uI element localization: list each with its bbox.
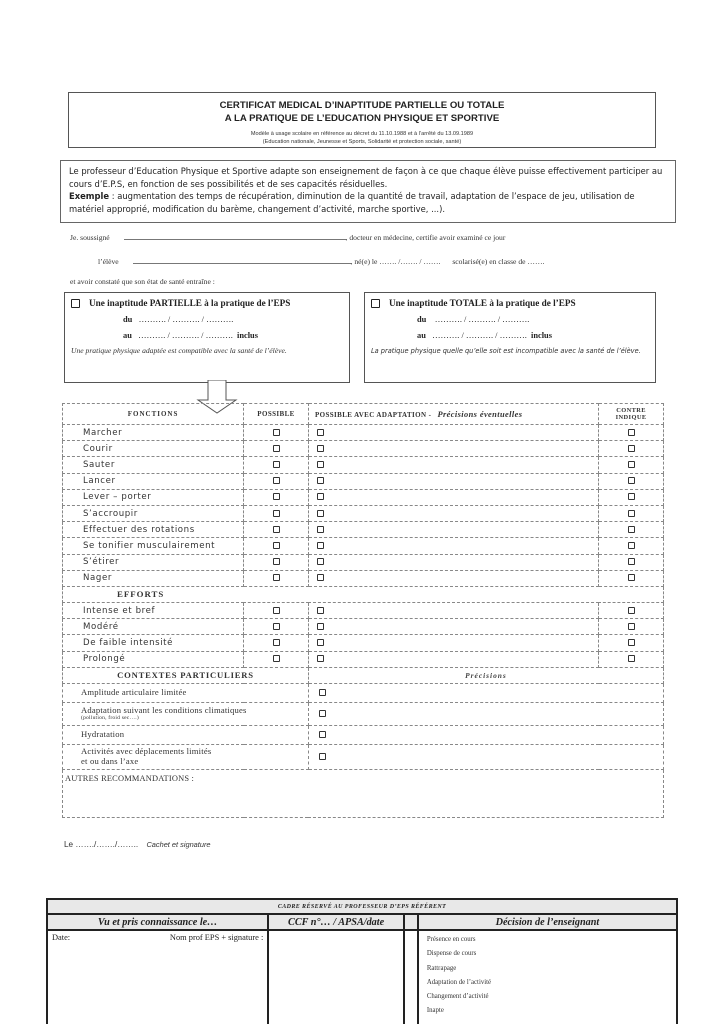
- row-label: Activités avec déplacements limités et ou dans l’axe: [63, 745, 309, 770]
- contre-indique-checkbox[interactable]: [628, 477, 635, 484]
- doctor-line-suffix: , docteur en médecine, certifie avoir examiné ce jour: [345, 233, 506, 242]
- aptitude-table: [62, 403, 664, 818]
- totale-du-date[interactable]: ………. / ………. / ……….: [434, 315, 530, 324]
- header-adaptation: POSSIBLE AVEC ADAPTATION - Précisions éventuelles: [308, 404, 598, 425]
- decision-item[interactable]: Présence en cours: [426, 936, 476, 943]
- header-precisions-eventuelles: Précisions éventuelles: [437, 409, 523, 419]
- signature-date[interactable]: Le ……./……./……..: [64, 840, 139, 849]
- table-row: [63, 619, 664, 635]
- title-line-2: A LA PRATIQUE DE L’EDUCATION PHYSIQUE ET SPORTIVE: [224, 113, 500, 124]
- autres-row: [63, 770, 664, 818]
- class-field[interactable]: scolarisé(e) en classe de …….: [452, 257, 545, 266]
- contre-indique-checkbox[interactable]: [628, 639, 635, 646]
- contre-indique-checkbox[interactable]: [628, 429, 635, 436]
- header-contre-indique: CONTRE INDIQUE: [599, 404, 664, 425]
- contre-indique-checkbox[interactable]: [628, 461, 635, 468]
- adaptation-checkbox[interactable]: [317, 623, 324, 630]
- table-row: [63, 473, 664, 489]
- title-line-1: CERTIFICAT MEDICAL D’INAPTITUDE PARTIELLE OU TOTALE: [219, 100, 505, 111]
- decision-cell: [418, 930, 677, 1024]
- table-row: [63, 651, 664, 667]
- precisions-label: Précisions: [308, 667, 663, 683]
- nom-prof-label: Nom prof EPS + signature :: [169, 933, 264, 942]
- totale-au-label: au: [417, 331, 426, 340]
- partielle-checkbox[interactable]: [71, 299, 80, 308]
- partielle-note: Une pratique physique adaptée est compatible avec la santé de l’élève.: [71, 346, 287, 355]
- row-label: Se tonifier musculairement: [63, 538, 244, 554]
- signature-line: [64, 840, 211, 849]
- table-row: [63, 745, 664, 770]
- row-label: Modéré: [63, 619, 244, 635]
- referent-table: [46, 898, 678, 1024]
- table-row: [63, 457, 664, 473]
- date-label: Date:: [52, 933, 71, 942]
- row-label: S’étirer: [63, 554, 244, 570]
- possible-checkbox[interactable]: [273, 526, 280, 533]
- possible-checkbox[interactable]: [273, 510, 280, 517]
- totale-inclus: inclus: [531, 331, 552, 340]
- table-header-row: [63, 404, 664, 425]
- contre-indique-checkbox[interactable]: [628, 655, 635, 662]
- row-sublabel: (pollution, froid sec….): [81, 715, 139, 722]
- doctor-line-prefix: Je. soussigné: [70, 233, 110, 242]
- totale-note: La pratique physique quelle qu’elle soit est incompatible avec la santé de l’élève.: [371, 347, 641, 355]
- decision-item[interactable]: Changement d’activité: [426, 993, 489, 1001]
- autres-recommandations[interactable]: AUTRES RECOMMANDATIONS :: [63, 770, 664, 818]
- table-row: [63, 703, 664, 726]
- possible-checkbox[interactable]: [273, 461, 280, 468]
- adaptation-checkbox[interactable]: [317, 542, 324, 549]
- row-label: De faible intensité: [63, 635, 244, 651]
- cachet-label: Cachet et signature: [146, 840, 211, 849]
- certificate-title-box: [68, 92, 656, 148]
- header-possible: POSSIBLE: [244, 404, 309, 425]
- totale-au-date[interactable]: ………. / ………. / ……….: [432, 331, 527, 340]
- row-label: Nager: [63, 570, 244, 586]
- example-text: : augmentation des temps de récupération, diminution de la quantité de travail, adaptation de l’espace de jeu, utilisation de matériel approprié, modification du barème, changement d’activité, marche sportive, ...).: [69, 191, 635, 214]
- contexte-checkbox[interactable]: [319, 710, 326, 717]
- table-row: [63, 603, 664, 619]
- partielle-au-date[interactable]: ………. / ………. / ……….: [138, 331, 233, 340]
- row-label: Lever – porter: [63, 489, 244, 505]
- contre-indique-checkbox[interactable]: [628, 542, 635, 549]
- col-spacer: [404, 914, 418, 930]
- row-label: Effectuer des rotations: [63, 522, 244, 538]
- row-label: Courir: [63, 441, 244, 457]
- spacer-cell: [404, 930, 418, 1024]
- possible-checkbox[interactable]: [273, 493, 280, 500]
- adaptation-checkbox[interactable]: [317, 526, 324, 533]
- student-line: [98, 256, 544, 266]
- row-label: Intense et bref: [63, 603, 244, 619]
- possible-checkbox[interactable]: [273, 655, 280, 662]
- ccf-cell[interactable]: [268, 930, 404, 1024]
- info-box: [60, 160, 676, 223]
- efforts-title: EFFORTS: [63, 586, 664, 602]
- adaptation-checkbox[interactable]: [317, 655, 324, 662]
- row-label: Marcher: [63, 425, 244, 441]
- totale-du-label: du: [417, 315, 427, 324]
- adaptation-checkbox[interactable]: [317, 558, 324, 565]
- totale-title: Une inaptitude TOTALE à la pratique de l’EPS: [389, 298, 576, 308]
- possible-checkbox[interactable]: [273, 639, 280, 646]
- totale-box: [364, 292, 656, 383]
- contre-indique-checkbox[interactable]: [628, 623, 635, 630]
- partielle-title: Une inaptitude PARTIELLE à la pratique de l’EPS: [89, 298, 291, 308]
- col-ccf-header: CCF n°… / APSA/date: [268, 914, 404, 930]
- efforts-section-row: [63, 586, 664, 602]
- birthdate-field[interactable]: , né(e) le ……. /……. / …….: [350, 257, 441, 266]
- row-label: Amplitude articulaire limitée: [63, 684, 309, 703]
- partielle-box: [64, 292, 350, 383]
- possible-checkbox[interactable]: [273, 477, 280, 484]
- decision-item[interactable]: Dispense de cours: [426, 950, 477, 958]
- info-paragraph: Le professeur d’Education Physique et Sportive adapte son enseignement de façon à ce que chaque élève puisse effectivement participer au cours d’E.P.S, en fonction de ses possibilités et de ses capacités résiduelles.: [69, 166, 663, 189]
- student-line-prefix: l’élève: [98, 257, 119, 266]
- table-row: [63, 684, 664, 703]
- table-row: [63, 538, 664, 554]
- possible-checkbox[interactable]: [273, 558, 280, 565]
- table-row: [63, 505, 664, 521]
- possible-checkbox[interactable]: [273, 429, 280, 436]
- table-row: [63, 635, 664, 651]
- adaptation-checkbox[interactable]: [317, 477, 324, 484]
- contre-indique-checkbox[interactable]: [628, 558, 635, 565]
- possible-checkbox[interactable]: [273, 542, 280, 549]
- possible-checkbox[interactable]: [273, 607, 280, 614]
- partielle-du-date[interactable]: ………. / ………. / ……….: [138, 315, 234, 324]
- adaptation-checkbox[interactable]: [317, 510, 324, 517]
- contre-indique-checkbox[interactable]: [628, 607, 635, 614]
- decision-item[interactable]: Adaptation de l’activité: [426, 978, 492, 986]
- row-label: Prolongé: [63, 651, 244, 667]
- row-label: S’accroupir: [63, 505, 244, 521]
- col-vu-header: Vu et pris connaissance le…: [47, 914, 268, 930]
- title-subtitle-2: (Education nationale, Jeunesse et Sports, Solidarité et protection sociale, santé): [262, 139, 462, 145]
- decision-item[interactable]: Inapte: [426, 1007, 444, 1015]
- example-label: Exemple: [69, 191, 110, 202]
- contre-indique-checkbox[interactable]: [628, 574, 635, 581]
- partielle-au-label: au: [123, 331, 132, 340]
- doctor-line: [70, 232, 505, 242]
- table-row: [63, 425, 664, 441]
- table-row: [63, 570, 664, 586]
- row-label: Adaptation suivant les conditions climatiques (pollution, froid sec….): [63, 703, 309, 726]
- contre-indique-checkbox[interactable]: [628, 445, 635, 452]
- student-name-field[interactable]: [133, 256, 351, 264]
- title-subtitle-1: Modèle à usage scolaire en référence au décret du 11.10.1988 et à l’arrêté du 13.09.1989: [250, 131, 474, 137]
- vu-cell[interactable]: [47, 930, 268, 1024]
- state-line: et avoir constaté que son état de santé entraîne :: [70, 277, 215, 286]
- partielle-inclus: inclus: [237, 331, 258, 340]
- possible-checkbox[interactable]: [273, 445, 280, 452]
- totale-checkbox[interactable]: [371, 299, 380, 308]
- col-decision-header: Décision de l’enseignant: [418, 914, 677, 930]
- header-fonctions: FONCTIONS: [63, 404, 244, 425]
- adaptation-checkbox[interactable]: [317, 445, 324, 452]
- contre-indique-checkbox[interactable]: [628, 510, 635, 517]
- contre-indique-checkbox[interactable]: [628, 493, 635, 500]
- possible-checkbox[interactable]: [273, 623, 280, 630]
- adaptation-checkbox[interactable]: [317, 493, 324, 500]
- row-label: Lancer: [63, 473, 244, 489]
- doctor-name-field[interactable]: [124, 232, 346, 240]
- possible-checkbox[interactable]: [273, 574, 280, 581]
- table-row: [63, 489, 664, 505]
- row-label: Hydratation: [63, 726, 309, 745]
- contexte-checkbox[interactable]: [319, 731, 326, 738]
- contexte-checkbox[interactable]: [319, 753, 326, 760]
- adaptation-checkbox[interactable]: [317, 429, 324, 436]
- row-label: Sauter: [63, 457, 244, 473]
- table-row: [63, 522, 664, 538]
- referent-header: CADRE RÉSERVÉ AU PROFESSEUR D’EPS RÉFÉRENT: [47, 899, 677, 914]
- decision-item[interactable]: Rattrapage: [426, 964, 457, 972]
- contre-indique-checkbox[interactable]: [628, 526, 635, 533]
- adaptation-checkbox[interactable]: [317, 461, 324, 468]
- adaptation-checkbox[interactable]: [317, 607, 324, 614]
- adaptation-checkbox[interactable]: [317, 639, 324, 646]
- contextes-section-row: [63, 667, 664, 683]
- table-row: [63, 441, 664, 457]
- table-row: [63, 726, 664, 745]
- partielle-du-label: du: [123, 315, 133, 324]
- adaptation-checkbox[interactable]: [317, 574, 324, 581]
- table-row: [63, 554, 664, 570]
- contextes-title: CONTEXTES PARTICULIERS: [63, 667, 309, 683]
- contexte-checkbox[interactable]: [319, 689, 326, 696]
